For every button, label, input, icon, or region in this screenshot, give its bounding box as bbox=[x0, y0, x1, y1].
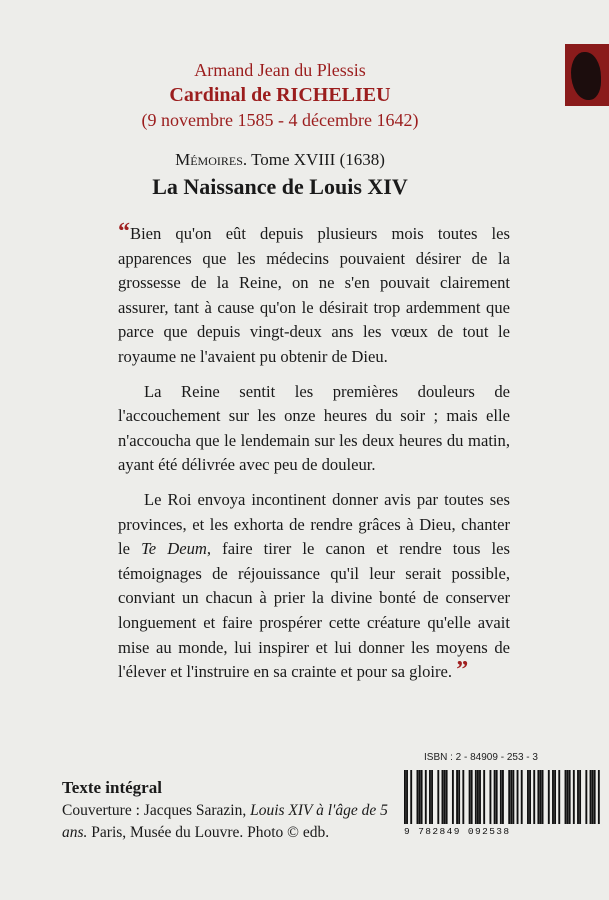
barcode-bar bbox=[417, 770, 419, 824]
work-title: La Naissance de Louis XIV bbox=[152, 174, 408, 199]
barcode-bar bbox=[567, 770, 569, 824]
barcode-bar bbox=[590, 770, 592, 824]
barcode-bar bbox=[446, 770, 448, 824]
barcode-bar bbox=[429, 770, 431, 824]
barcode-bar bbox=[419, 770, 421, 824]
author-dates: (9 novembre 1585 - 4 décembre 1642) bbox=[141, 110, 419, 130]
barcode-bar bbox=[442, 770, 444, 824]
open-quote-mark: “ bbox=[118, 219, 130, 245]
barcode-bar bbox=[431, 770, 433, 824]
close-quote-mark: ” bbox=[456, 657, 469, 684]
barcode-bar bbox=[404, 770, 406, 824]
barcode-bar bbox=[489, 770, 491, 824]
barcode-bar bbox=[494, 770, 496, 824]
author-name: Armand Jean du Plessis bbox=[194, 60, 366, 80]
author-block bbox=[0, 58, 560, 132]
excerpt-paragraph bbox=[118, 488, 510, 685]
barcode-bar bbox=[598, 770, 600, 824]
barcode-bar bbox=[579, 770, 581, 824]
barcode-bar bbox=[512, 770, 514, 824]
barcode-digits: 9 782849 092538 bbox=[404, 826, 511, 837]
excerpt-paragraph bbox=[118, 219, 510, 370]
barcode-bar bbox=[471, 770, 473, 824]
excerpt-paragraph bbox=[118, 380, 510, 478]
barcode-bar bbox=[573, 770, 575, 824]
barcode-bar bbox=[592, 770, 594, 824]
barcode-bar bbox=[548, 770, 550, 824]
barcode-bar bbox=[462, 770, 464, 824]
barcode-bar bbox=[565, 770, 567, 824]
barcode-bar bbox=[469, 770, 471, 824]
barcode-bar bbox=[554, 770, 556, 824]
work-series bbox=[0, 148, 560, 172]
barcode-bar bbox=[477, 770, 479, 824]
barcode-bar bbox=[483, 770, 485, 824]
portrait-silhouette-icon bbox=[571, 52, 601, 100]
barcode-bar bbox=[533, 770, 535, 824]
barcode-bar bbox=[585, 770, 587, 824]
barcode-bar bbox=[425, 770, 427, 824]
barcode-bar bbox=[452, 770, 454, 824]
barcode-bar bbox=[496, 770, 498, 824]
series-volume: Tome XVIII (1638) bbox=[247, 150, 385, 169]
excerpt-text: , faire tirer le canon et rendre tous les témoignages de réjouissance qu'il leur serait possible, conviant un chacun à prier la divine bonté de conserver longuement et faire prospérer cette créature qu'elle avait mise au monde, lui inspirer et lui donner les moyens de l'élever et l'instruire en sa crainte et pour sa gloire. bbox=[118, 539, 510, 682]
barcode-bar bbox=[537, 770, 539, 824]
barcode-bar bbox=[569, 770, 571, 824]
barcode-bar bbox=[540, 770, 542, 824]
barcode-bar bbox=[502, 770, 504, 824]
barcode-bar bbox=[500, 770, 502, 824]
excerpt-text: Bien qu'on eût depuis plusieurs mois toutes les apparences que les médecins pouvaient désirer de la grossesse de la Reine, on ne s'en pouvait clairement assurer, tant à cause qu'on le désirait trop ardemment que parce que depuis vingt-deux ans les vœux de tout le royaume ne l'avaient pu obtenir de Dieu. bbox=[118, 224, 510, 366]
barcode-bar bbox=[508, 770, 510, 824]
barcode-bar bbox=[577, 770, 579, 824]
barcode-bar bbox=[421, 770, 423, 824]
credit-artwork-title: Louis XIV à l'âge de 5 ans. bbox=[62, 802, 388, 841]
barcode-bar bbox=[510, 770, 512, 824]
barcode-bar bbox=[479, 770, 481, 824]
barcode-bar bbox=[552, 770, 554, 824]
barcode-bar bbox=[527, 770, 529, 824]
barcode bbox=[404, 770, 600, 824]
work-block bbox=[0, 148, 560, 202]
author-title: Cardinal de RICHELIEU bbox=[169, 84, 391, 106]
credit-suffix: Paris, Musée du Louvre. Photo © edb. bbox=[87, 824, 330, 841]
excerpt-text: Le Roi envoya incontinent donner avis par toutes ses provinces, et les exhorta de rendre grâces à Dieu, chanter le bbox=[118, 489, 510, 559]
excerpt-text: La Reine sentit les premières douleurs de l'accouchement sur les onze heures du soir ; mais elle n'accoucha que le lendemain sur les deux heures du matin, ayant été délivrée avec peu de douleur. bbox=[118, 381, 510, 475]
barcode-bar bbox=[558, 770, 560, 824]
barcode-bar bbox=[406, 770, 408, 824]
excerpt-quote bbox=[118, 219, 510, 695]
excerpt-italic: Te Deum bbox=[141, 539, 207, 559]
barcode-bar bbox=[521, 770, 523, 824]
barcode-bar bbox=[410, 770, 412, 824]
credit-prefix: Couverture : Jacques Sarazin, bbox=[62, 802, 251, 819]
barcode-bar bbox=[542, 770, 544, 824]
cover-credit bbox=[62, 800, 402, 844]
footer-block bbox=[62, 776, 402, 844]
footer-label: Texte intégral bbox=[62, 778, 162, 797]
isbn-text: ISBN : 2 - 84909 - 253 - 3 bbox=[424, 752, 538, 763]
barcode-bar bbox=[475, 770, 477, 824]
barcode-bar bbox=[437, 770, 439, 824]
barcode-bar bbox=[517, 770, 519, 824]
barcode-bar bbox=[444, 770, 446, 824]
barcode-bar bbox=[458, 770, 460, 824]
barcode-bar bbox=[529, 770, 531, 824]
barcode-block bbox=[404, 770, 600, 837]
cover-portrait-edge bbox=[565, 44, 609, 106]
series-name: Mémoires. bbox=[175, 150, 248, 169]
barcode-bar bbox=[594, 770, 596, 824]
barcode-bar bbox=[456, 770, 458, 824]
